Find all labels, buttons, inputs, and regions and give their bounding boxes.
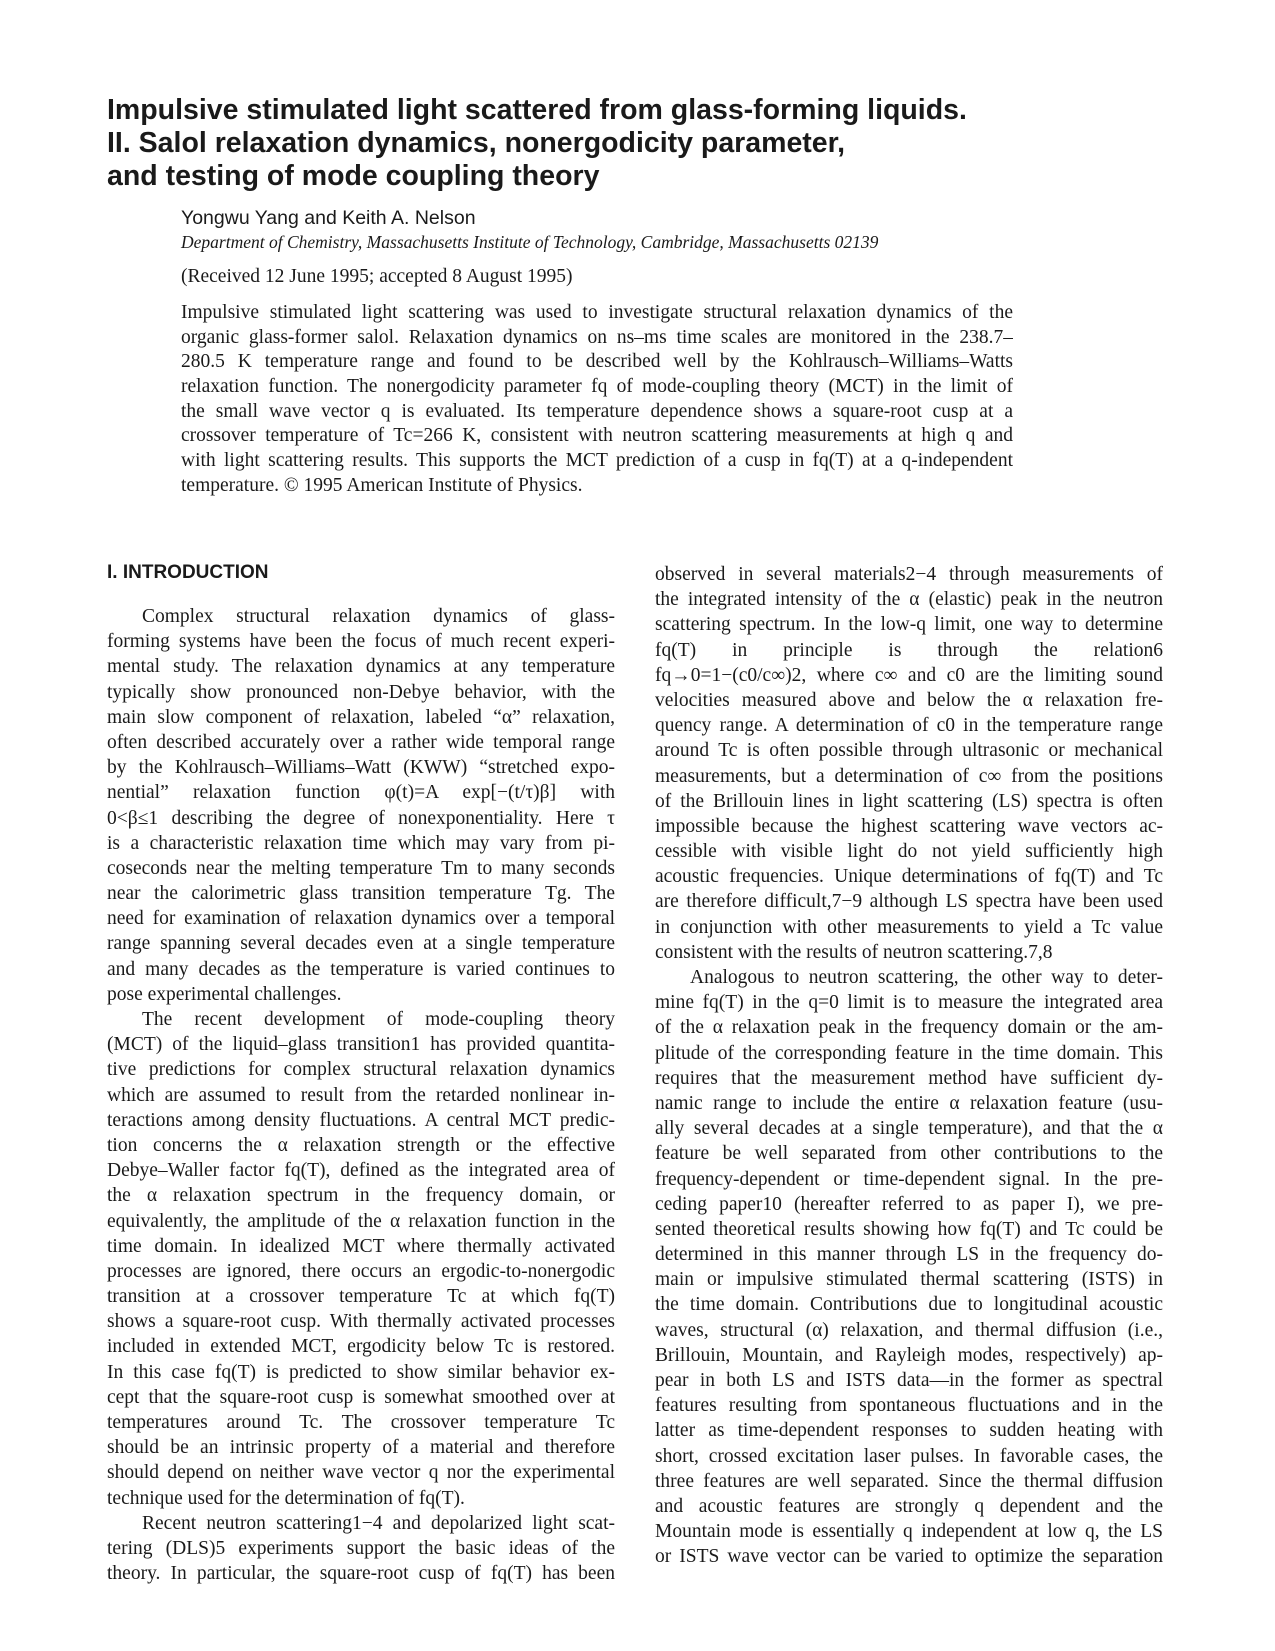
body-text-line: range spanning several decades even at a single temperature — [107, 933, 615, 955]
body-text-line: coseconds near the melting temperature Tm to many seconds — [107, 857, 615, 879]
right-column — [655, 562, 1163, 1570]
body-text-line: plitude of the corresponding feature in the time domain. This — [655, 1042, 1163, 1064]
body-text-line: cept that the square-root cusp is somewhat smoothed over at — [107, 1386, 615, 1408]
body-text-line: latter as time-dependent responses to sudden heating with — [655, 1420, 1163, 1442]
abstract-line: temperature. © 1995 American Institute of Physics. — [181, 474, 583, 496]
body-text-line: quency range. A determination of c0 in the temperature range — [655, 715, 1163, 737]
body-text-line: measurements, but a determination of c∞ from the positions — [655, 765, 1163, 787]
body-text-line: requires that the measurement method have sufficient dy- — [655, 1067, 1163, 1089]
body-text-line: is a characteristic relaxation time which may vary from pi- — [107, 832, 615, 854]
body-text-line: pear in both LS and ISTS data—in the former as spectral — [655, 1370, 1163, 1391]
body-text-line: 0<β≤1 describing the degree of nonexponentiality. Here τ — [107, 807, 615, 829]
abstract-line: with light scattering results. This supports the MCT prediction of a cusp in fq(T) at a q-independent — [181, 450, 1013, 472]
body-text-line: tion concerns the α relaxation strength or the effective — [107, 1134, 615, 1156]
body-text-line: need for examination of relaxation dynamics over a temporal — [107, 908, 615, 930]
body-text-line: technique used for the determination of fq(T). — [107, 1487, 465, 1509]
body-text-line: three features are well separated. Since the thermal diffusion — [655, 1470, 1163, 1492]
body-text-line: tering (DLS)5 experiments support the basic ideas of the — [107, 1537, 615, 1559]
body-text-line: should be an intrinsic property of a material and therefore — [107, 1437, 615, 1459]
abstract-line: Impulsive stimulated light scattering was used to investigate structural relaxation dynamics of the — [181, 302, 1013, 323]
body-text-line: mine fq(T) in the q=0 limit is to measure the integrated area — [655, 992, 1163, 1014]
body-text-line: theory. In particular, the square-root cusp of fq(T) has been — [107, 1563, 615, 1585]
body-text-line: feature be well separated from other contributions to the — [655, 1143, 1163, 1165]
body-text-line: transition at a crossover temperature Tc at which fq(T) — [107, 1286, 615, 1308]
body-text-line: are therefore difficult,7−9 although LS spectra have been used — [655, 891, 1163, 913]
body-text-line: often described accurately over a rather wide temporal range — [107, 731, 615, 753]
body-text-line: short, crossed excitation laser pulses. In favorable cases, the — [655, 1445, 1163, 1467]
body-text-line: In this case fq(T) is predicted to show similar behavior ex- — [107, 1361, 615, 1383]
body-text-line: and acoustic features are strongly q dependent and the — [655, 1495, 1163, 1517]
body-text-line: of the Brillouin lines in light scattering (LS) spectra is often — [655, 790, 1163, 812]
body-text-line: ally several decades at a single temperature), and that the α — [655, 1118, 1163, 1140]
body-text-line: teractions among density fluctuations. A central MCT predic- — [107, 1109, 615, 1131]
body-text-line: temperatures around Tc. The crossover temperature Tc — [107, 1412, 615, 1433]
body-text-line: the time domain. Contributions due to longitudinal acoustic — [655, 1294, 1163, 1316]
body-text-line: time domain. In idealized MCT where thermally activated — [107, 1235, 615, 1257]
body-text-line: waves, structural (α) relaxation, and thermal diffusion (i.e., — [655, 1319, 1163, 1341]
body-text-line: Debye–Waller factor fq(T), defined as the integrated area of — [107, 1160, 615, 1182]
body-text-line: in conjunction with other measurements to yield a Tc value — [655, 916, 1163, 938]
affiliation: Department of Chemistry, Massachusetts Institute of Technology, Cambridge, Massachusetts 02139 — [181, 232, 879, 252]
body-text-line: pose experimental challenges. — [107, 983, 342, 1005]
body-text-line: should depend on neither wave vector q nor the experimental — [107, 1462, 615, 1484]
body-text-line: forming systems have been the focus of much recent experi- — [107, 631, 615, 653]
body-text-line: nential” relaxation function φ(t)=A exp[−(t/τ)β] with — [107, 782, 615, 804]
body-text-line: shows a square-root cusp. With thermally activated processes — [107, 1311, 615, 1333]
title-line: and testing of mode coupling theory — [107, 160, 600, 192]
body-text-line: impossible because the highest scattering wave vectors ac- — [655, 815, 1163, 837]
left-column — [107, 562, 615, 1586]
body-text-line: Brillouin, Mountain, and Rayleigh modes, respectively) ap- — [655, 1344, 1163, 1366]
body-text-line: fq(T) in principle is through the relation6 — [655, 639, 1163, 661]
abstract — [181, 301, 1013, 499]
body-text-line: determined in this manner through LS in the frequency do- — [655, 1244, 1163, 1266]
body-text-line: features resulting from spontaneous fluctuations and in the — [655, 1395, 1163, 1417]
body-text-line: which are assumed to result from the retarded nonlinear in- — [107, 1084, 615, 1106]
body-text-line: mental study. The relaxation dynamics at any temperature — [107, 656, 615, 678]
abstract-line: relaxation function. The nonergodicity parameter fq of mode-coupling theory (MCT) in the limit of — [181, 376, 1013, 398]
body-text-line: typically show pronounced non-Debye behavior, with the — [107, 681, 615, 703]
body-text-line: consistent with the results of neutron scattering.7,8 — [655, 941, 1053, 963]
body-text-line: processes are ignored, there occurs an ergodic-to-nonergodic — [107, 1260, 615, 1282]
body-text-line: fq→0=1−(c0/c∞)2, where c∞ and c0 are the limiting sound — [655, 664, 1163, 686]
section-heading: I. INTRODUCTION — [107, 562, 269, 583]
body-text-line: tive predictions for complex structural relaxation dynamics — [107, 1059, 615, 1081]
abstract-line: 280.5 K temperature range and found to be described well by the Kohlrausch–Williams–Watts — [181, 351, 1013, 373]
abstract-line: organic glass-former salol. Relaxation dynamics on ns–ms time scales are monitored in the 238.7– — [181, 326, 1013, 348]
abstract-line: crossover temperature of Tc=266 K, consistent with neutron scattering measurements at high q and — [181, 425, 1013, 447]
body-text-line: by the Kohlrausch–Williams–Watt (KWW) “stretched expo- — [107, 757, 615, 779]
body-text-line: Recent neutron scattering1−4 and depolarized light scat- — [142, 1512, 615, 1534]
body-text-line: and many decades as the temperature is varied continues to — [107, 958, 615, 980]
body-text-line: namic range to include the entire α relaxation feature (usu- — [655, 1092, 1163, 1114]
received-date: (Received 12 June 1995; accepted 8 August 1995) — [181, 266, 573, 287]
body-text-line: Analogous to neutron scattering, the other way to deter- — [690, 967, 1163, 988]
body-text-line: velocities measured above and below the α relaxation fre- — [655, 689, 1163, 711]
body-text-line: frequency-dependent or time-dependent signal. In the pre- — [655, 1168, 1163, 1190]
body-text-line: sented theoretical results showing how fq(T) and Tc could be — [655, 1218, 1163, 1240]
body-text-line: scattering spectrum. In the low-q limit, one way to determine — [655, 614, 1163, 636]
body-text-line: The recent development of mode-coupling theory — [142, 1009, 615, 1030]
body-text-line: included in extended MCT, ergodicity below Tc is restored. — [107, 1336, 615, 1358]
paper-title — [107, 94, 1107, 193]
body-text-line: cessible with visible light do not yield sufficiently high — [655, 841, 1163, 863]
body-text-line: main slow component of relaxation, labeled “α” relaxation, — [107, 706, 615, 728]
authors: Yongwu Yang and Keith A. Nelson — [181, 207, 476, 229]
body-text-line: acoustic frequencies. Unique determinations of fq(T) and Tc — [655, 866, 1163, 888]
body-text-line: the α relaxation spectrum in the frequency domain, or — [107, 1185, 615, 1207]
body-text-line: ceding paper10 (hereafter referred to as paper I), we pre- — [655, 1193, 1163, 1215]
body-text-line: the integrated intensity of the α (elastic) peak in the neutron — [655, 589, 1163, 611]
body-text-line: of the α relaxation peak in the frequency domain or the am- — [655, 1017, 1163, 1039]
body-text-line: equivalently, the amplitude of the α relaxation function in the — [107, 1210, 615, 1232]
body-text-line: Mountain mode is essentially q independent at low q, the LS — [655, 1521, 1163, 1543]
title-line: Impulsive stimulated light scattered from glass-forming liquids. — [107, 94, 967, 126]
body-text-line: observed in several materials2−4 through measurements of — [655, 564, 1163, 585]
title-line: II. Salol relaxation dynamics, nonergodicity parameter, — [107, 127, 846, 159]
body-text-line: or ISTS wave vector can be varied to optimize the separation — [655, 1546, 1163, 1568]
body-text-line: main or impulsive stimulated thermal scattering (ISTS) in — [655, 1269, 1163, 1291]
body-text-line: Complex structural relaxation dynamics of glass- — [142, 606, 615, 627]
body-text-line: around Tc is often possible through ultrasonic or mechanical — [655, 740, 1163, 762]
body-text-line: (MCT) of the liquid–glass transition1 has provided quantita- — [107, 1034, 615, 1056]
body-text-line: near the calorimetric glass transition temperature Tg. The — [107, 883, 615, 905]
abstract-line: the small wave vector q is evaluated. Its temperature dependence shows a square-root cusp at a — [181, 400, 1013, 422]
